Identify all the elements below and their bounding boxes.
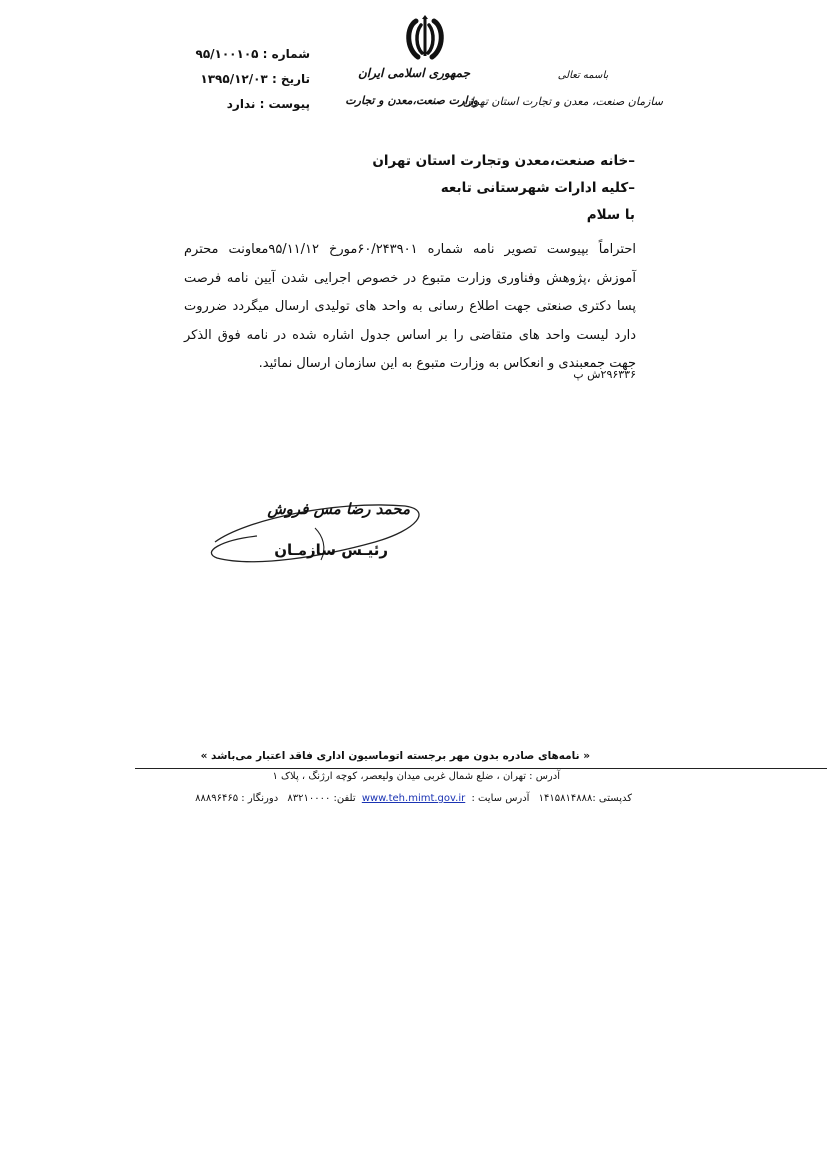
signatory-title: رئیـس سازمـان: [274, 541, 388, 559]
letterhead-country: جمهوری اسلامی ایران: [357, 66, 470, 80]
footer-divider: [135, 768, 827, 769]
letter-meta: [150, 42, 310, 117]
letter-body: احتراماً بپیوست تصویر نامه شماره ۶۰/۲۴۳۹۰۱مورخ ۹۵/۱۱/۱۲معاونت محترم آموزش ،پژوهش وفناوری وزارت متبوع در خصوص اجرایی شدن آیین نامه فرصت پسا دکتری صنعتی جهت اطلاع رسانی به واحد های تولیدی ارسال میگردد ضرروت دارد لیست واحد های متقاضی را بر اساس جدول اشاره شده در نامه فوق الذکر جهت جمعبندی و انعکاس به وزارت متبوع به این سازمان ارسال نمائید.: [184, 242, 636, 371]
postal-code: کدپستی :۱۴۱۵۸۱۴۸۸۸: [538, 793, 632, 804]
letter-number: شماره : ۹۵/۱۰۰۱۰۵: [195, 47, 310, 61]
phone-number: تلفن: ۸۳۲۱۰۰۰۰: [287, 793, 356, 804]
website-label: آدرس سایت :: [471, 793, 530, 804]
reference-code: ۲۹۶۳۳۶ش پ: [573, 368, 636, 381]
footer-address: آدرس : تهران ، ضلع شمال غربی میدان ولیعصر، کوچه ارژنگ ، پلاک ۱: [272, 771, 560, 782]
fax-number: دورنگار : ۸۸۸۹۶۴۶۵: [195, 793, 279, 804]
letter-attachment: پیوست : ندارد: [226, 97, 310, 111]
greeting: با سلام: [586, 207, 635, 223]
footer-contact: [180, 793, 635, 804]
signatory-name: محمد رضا مس فروش: [267, 500, 410, 518]
letter-date: تاریخ : ۱۳۹۵/۱۲/۰۳: [200, 72, 310, 86]
footer-validity-note: « نامه‌های صادره بدون مهر برجسته اتوماسیون اداری فاقد اعتبار می‌باشد »: [200, 750, 590, 762]
letterhead-ministry: وزارت صنعت،معدن و تجارت: [345, 94, 478, 107]
recipient-line: –خانه صنعت،معدن وتجارت استان تهران: [372, 153, 635, 169]
recipient-line: –کلیه ادارات شهرستانی تابعه: [440, 180, 635, 196]
letterhead-invocation: باسمه تعالی: [557, 70, 609, 81]
website-link[interactable]: www.teh.mimt.gov.ir: [361, 793, 466, 804]
recipients-block: [300, 148, 635, 229]
letterhead-organization: سازمان صنعت، معدن و تجارت استان تهران: [462, 95, 663, 108]
iran-emblem-icon: [400, 15, 450, 61]
